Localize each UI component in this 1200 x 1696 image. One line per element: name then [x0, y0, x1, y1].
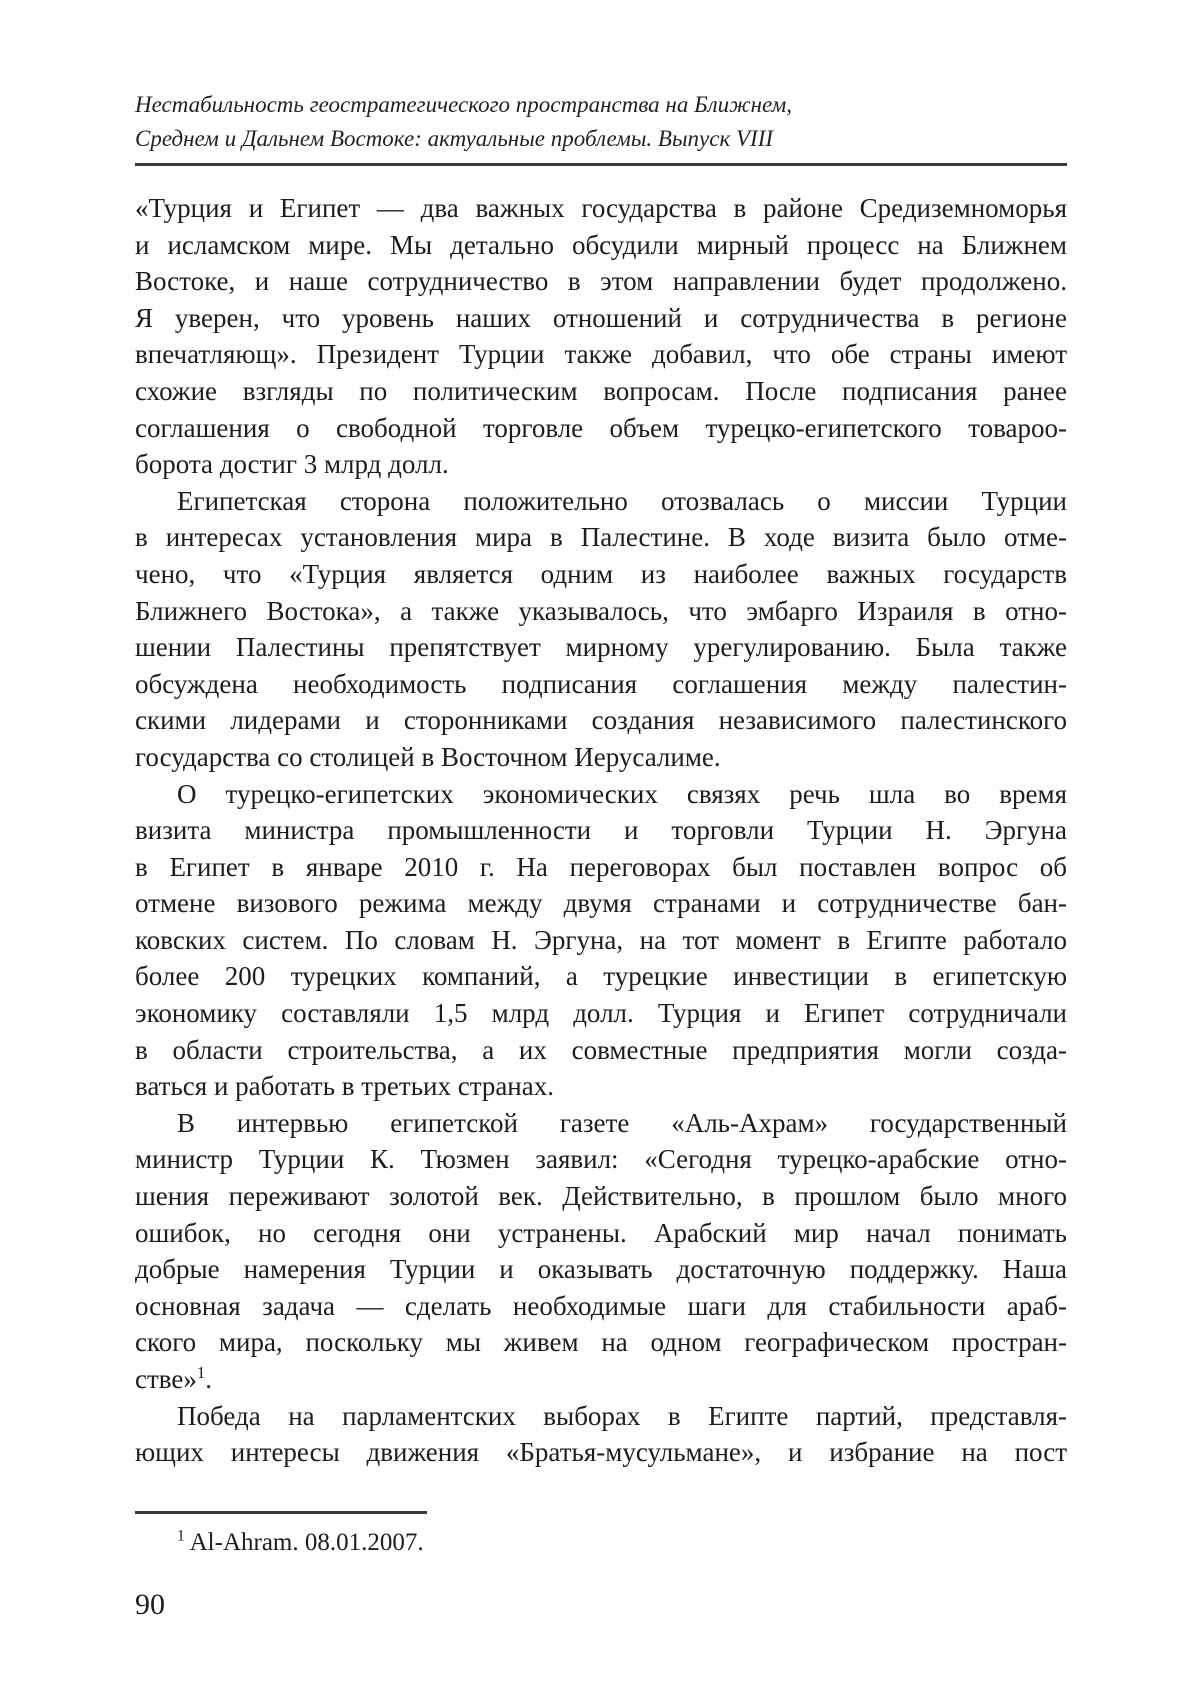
- text-line: ского мира, поскольку мы живем на одном географическом простран-: [135, 1327, 1067, 1358]
- text-line: ковских систем. По словам Н. Эргуна, на тот момент в Египте работало: [135, 924, 1067, 955]
- text-line: экономику составляли 1,5 млрд долл. Турция и Египет сотрудничали: [135, 998, 1067, 1029]
- text-line: соглашения о свободной торговле объем турецко-египетского товароо-: [135, 412, 1067, 443]
- footnote-reference: 1: [196, 1363, 206, 1382]
- footnote: [135, 1526, 1067, 1560]
- text-line: схожие взгляды по политическим вопросам. После подписания ранее: [135, 375, 1067, 406]
- running-header-line-2: Среднем и Дальнем Востоке: актуальные проблемы. Выпуск VIII: [135, 126, 774, 151]
- text-line: чено, что «Турция является одним из наиболее важных государств: [135, 558, 1067, 589]
- header-rule: [135, 163, 1067, 166]
- text-line: визита министра промышленности и торговли Турции Н. Эргуна: [135, 815, 1067, 846]
- paragraph: [135, 1398, 1067, 1471]
- text-line: Я уверен, что уровень наших отношений и сотрудничества в регионе: [135, 302, 1067, 333]
- text-line: впечатляющ». Президент Турции также добавил, что обе страны имеют: [135, 339, 1067, 370]
- text-line: в интересах установления мира в Палестине. В ходе визита было отме-: [135, 522, 1067, 553]
- text-line: отмене визового режима между двумя странами и сотрудничестве бан-: [135, 888, 1067, 919]
- text-line: Востоке, и наше сотрудничество в этом направлении будет продолжено.: [135, 266, 1067, 297]
- text-line: более 200 турецких компаний, а турецкие инвестиции в египетскую: [135, 961, 1067, 992]
- text-line: О турецко-египетских экономических связях речь шла во время: [177, 778, 1067, 809]
- text-line: шении Палестины препятствует мирному урегулированию. Была также: [135, 632, 1067, 663]
- text-line: В интервью египетской газете «Аль-Ахрам» государственный: [177, 1107, 1067, 1138]
- body-text: [135, 190, 1067, 1471]
- text-line: борота достиг 3 млрд долл.: [135, 449, 449, 480]
- running-header-line-1: Нестабильность геостратегического пространства на Ближнем,: [135, 92, 793, 117]
- text-line: в Египет в январе 2010 г. На переговорах был поставлен вопрос об: [135, 851, 1067, 882]
- text-line: стве»$^1$.: [135, 1363, 212, 1394]
- text-line: Ближнего Востока», а также указывалось, что эмбарго Израиля в отно-: [135, 595, 1067, 626]
- text-line: скими лидерами и сторонниками создания независимого палестинского: [135, 705, 1067, 736]
- text-line: Победа на парламентских выборах в Египте партий, представля-: [177, 1400, 1067, 1431]
- paragraph: [135, 483, 1067, 776]
- footnote-rule: [135, 1511, 427, 1514]
- text-line: государства со столицей в Восточном Иерусалиме.: [135, 741, 721, 772]
- text-line: и исламском мире. Мы детально обсудили мирный процесс на Ближнем: [135, 229, 1067, 260]
- text-line: основная задача — сделать необходимые шаги для стабильности араб-: [135, 1290, 1067, 1321]
- text-line: ющих интересы движения «Братья-мусульмане», и избрание на пост: [135, 1437, 1067, 1468]
- footnote-text: Al-Ahram. 08.01.2007.: [184, 1528, 424, 1556]
- text-line: ваться и работать в третьих странах.: [135, 1071, 554, 1102]
- text-line: министр Турции К. Тюзмен заявил: «Сегодня турецко-арабские отно-: [135, 1144, 1067, 1175]
- text-line: Египетская сторона положительно отозвалась о миссии Турции: [177, 485, 1067, 516]
- text-line: в области строительства, а их совместные предприятия могли созда-: [135, 1034, 1067, 1065]
- text-line: ошибок, но сегодня они устранены. Арабский мир начал понимать: [135, 1217, 1067, 1248]
- text-line: добрые намерения Турции и оказывать достаточную поддержку. Наша: [135, 1254, 1067, 1285]
- footnote-marker: 1: [177, 1527, 185, 1545]
- text-line: «Турция и Египет — два важных государства в районе Средиземноморья: [135, 193, 1067, 223]
- paragraph: [135, 190, 1067, 483]
- paragraph: [135, 776, 1067, 1105]
- page-number: 90: [135, 1587, 165, 1621]
- paragraph: [135, 1105, 1067, 1398]
- running-header: [135, 88, 1067, 156]
- text-line: обсуждена необходимость подписания соглашения между палестин-: [135, 668, 1067, 699]
- text-line: шения переживают золотой век. Действительно, в прошлом было много: [135, 1181, 1067, 1212]
